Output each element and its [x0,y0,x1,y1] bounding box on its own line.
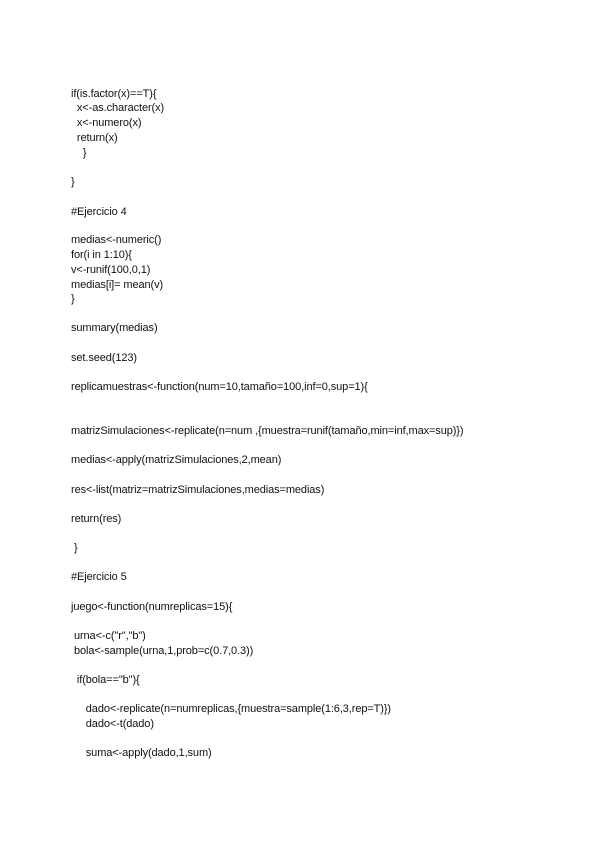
code-line: } [71,542,78,554]
code-line: res<-list(matriz=matrizSimulaciones,medias=medias) [71,484,325,496]
code-line: dado<-t(dado) [71,718,154,730]
code-line: medias<-apply(matrizSimulaciones,2,mean) [71,454,282,466]
code-line: if(bola=="b"){ [71,674,140,686]
code-line: return(res) [71,513,122,525]
code-line: } [71,293,75,305]
code-line: x<-numero(x) [71,117,142,129]
code-comment: #Ejercicio 5 [71,571,127,583]
code-line: matrizSimulaciones<-replicate(n=num ,{muestra=runif(tamaño,min=inf,max=sup)}) [71,425,464,437]
code-line: } [71,147,87,159]
code-comment: #Ejercicio 4 [71,206,127,218]
code-line: if(is.factor(x)==T){ [71,88,157,100]
code-line: medias<-numeric() [71,234,162,246]
code-line: summary(medias) [71,322,158,334]
code-line: juego<-function(numreplicas=15){ [71,601,233,613]
code-line: x<-as.character(x) [71,102,165,114]
code-line: v<-runif(100,0,1) [71,264,151,276]
code-line: set.seed(123) [71,352,137,364]
code-line: dado<-replicate(n=numreplicas,{muestra=sample(1:6,3,rep=T)}) [71,703,391,715]
code-line: medias[i]= mean(v) [71,279,164,291]
code-line: suma<-apply(dado,1,sum) [71,747,212,759]
code-line: bola<-sample(urna,1,prob=c(0.7,0.3)) [71,645,254,657]
code-line: } [71,176,75,188]
code-line: replicamuestras<-function(num=10,tamaño=100,inf=0,sup=1){ [71,381,368,393]
code-line: return(x) [71,132,118,144]
code-line: urna<-c("r","b") [71,630,146,642]
code-line: for(i in 1:10){ [71,249,132,261]
